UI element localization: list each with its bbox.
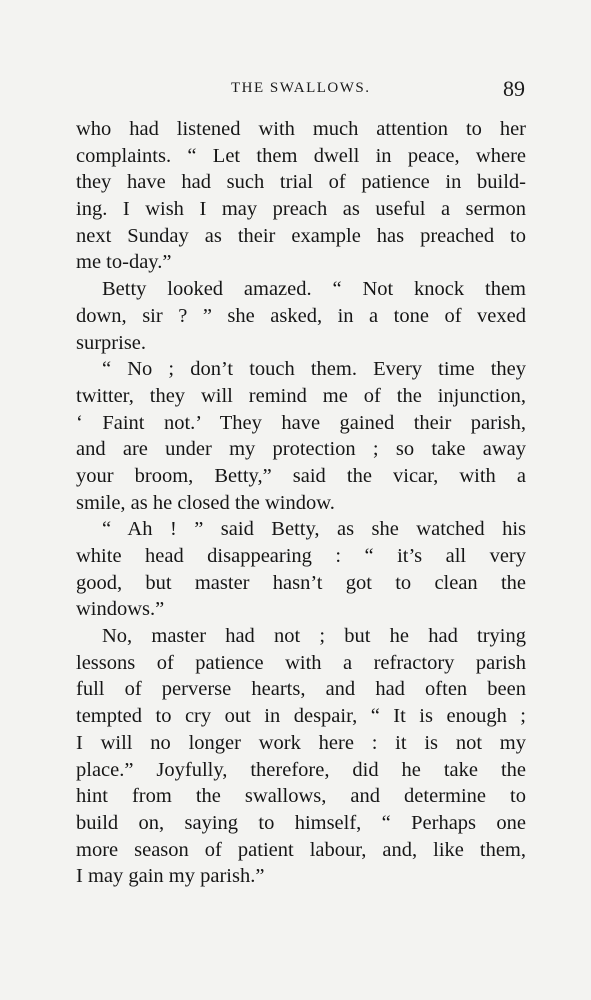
text-line: I will no longer work here : it is not my (76, 731, 526, 754)
text-line: complaints. “ Let them dwell in peace, where (76, 144, 526, 167)
page-number: 89 (503, 76, 525, 101)
paragraph (76, 356, 526, 516)
text-line: ‘ Faint not.’ They have gained their parish, (76, 411, 526, 434)
text-line: good, but master hasn’t got to clean the (76, 571, 526, 594)
text-line: build on, saying to himself, “ Perhaps one (76, 811, 526, 834)
text-line: No, master had not ; but he had trying (102, 625, 526, 648)
text-line: I may gain my parish.” (76, 865, 265, 888)
running-title: THE SWALLOWS. (231, 80, 371, 96)
text-line: windows.” (76, 598, 165, 621)
text-line: place.” Joyfully, therefore, did he take the (76, 758, 526, 781)
text-line: surprise. (76, 331, 147, 354)
text-line: they have had such trial of patience in build- (76, 171, 526, 194)
paragraph (76, 623, 526, 890)
running-head (78, 76, 525, 102)
text-line: who had listened with much attention to her (76, 118, 526, 140)
text-line: Betty looked amazed. “ Not knock them (102, 278, 526, 301)
text-line: hint from the swallows, and determine to (76, 785, 526, 808)
text-line: “ No ; don’t touch them. Every time they (102, 358, 526, 381)
text-line: lessons of patience with a refractory parish (76, 651, 526, 674)
text-line: tempted to cry out in despair, “ It is enough ; (76, 705, 526, 728)
text-line: twitter, they will remind me of the injunction, (76, 384, 526, 407)
text-line: smile, as he closed the window. (76, 491, 335, 514)
text-line: me to-day.” (76, 251, 172, 274)
text-line: ing. I wish I may preach as useful a sermon (76, 198, 526, 221)
text-line: your broom, Betty,” said the vicar, with a (76, 464, 526, 487)
body-text (76, 116, 526, 890)
text-line: more season of patient labour, and, like them, (76, 838, 526, 861)
text-line: and are under my protection ; so take away (76, 438, 526, 461)
text-line: full of perverse hearts, and had often been (76, 678, 526, 701)
text-line: “ Ah ! ” said Betty, as she watched his (102, 518, 526, 541)
text-line: down, sir ? ” she asked, in a tone of vexed (76, 304, 526, 327)
paragraph (76, 116, 526, 276)
paragraph (76, 276, 526, 356)
text-line: white head disappearing : “ it’s all very (76, 545, 526, 567)
paragraph (76, 516, 526, 623)
text-line: next Sunday as their example has preached to (76, 224, 526, 247)
